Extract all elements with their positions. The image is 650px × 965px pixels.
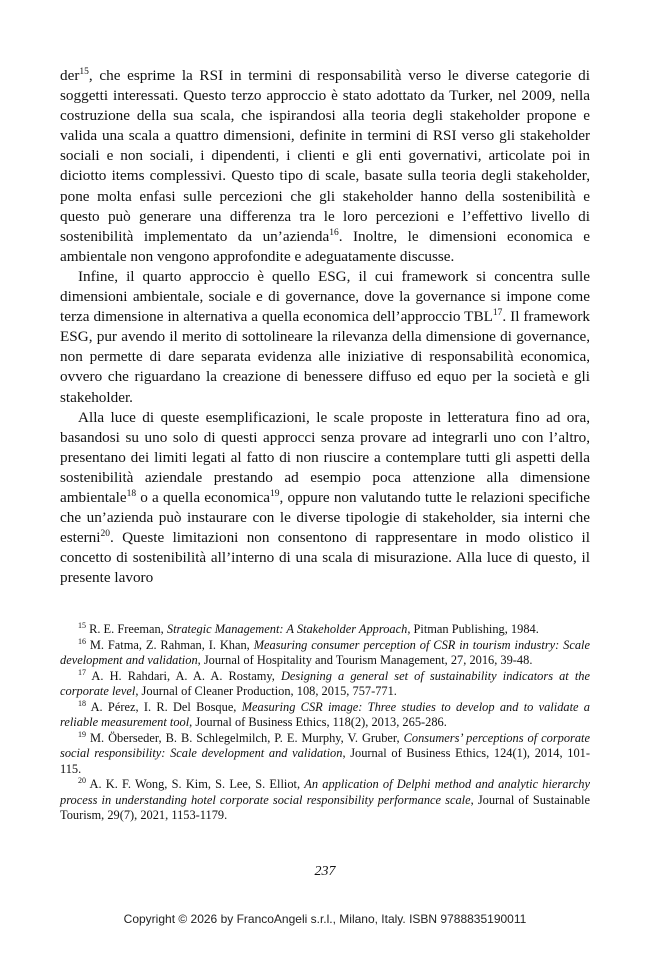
footnote-text [60, 731, 590, 776]
text-run: . Inoltre, le dimensioni economica e ambientale non vengono approfondite e adeguatamente discusse. [60, 227, 590, 265]
text-run: R. E. Freeman, [86, 622, 167, 636]
paragraph-3 [60, 408, 590, 589]
footnote-marker: 20 [100, 529, 110, 540]
footnote-19 [60, 731, 590, 777]
text-run: , Journal of Business Ethics, 118(2), 2013, 265-286. [189, 715, 447, 730]
text-run: Infine, il quarto approccio è quello ESG, il cui framework si concentra sulle dimensioni ambientale, sociale e di governance, dove la governance si impone come terza dimensione in alternativa a quella economica dell’approccio TBL [60, 267, 590, 326]
footnote-marker: 17 [492, 308, 503, 319]
footnote-marker: 16 [329, 227, 339, 238]
copyright-notice: Copyright © 2026 by FrancoAngeli s.r.l., Milano, Italy. ISBN 9788835190011 [123, 912, 527, 926]
text-run: , Journal of Cleaner Production, 108, 2015, 757-771. [135, 684, 397, 699]
footnote-16 [60, 638, 590, 669]
footnote-text [86, 622, 539, 636]
italic-title: Measuring consumer perception of CSR in tourism industry: Scale development and validation [60, 637, 590, 668]
text-run: , Journal of Sustainable Tourism, 29(7), 2021, 1153-1179. [60, 792, 590, 823]
footnote-15 [60, 622, 590, 637]
footnote-number: 17 [78, 667, 86, 677]
italic-title: Consumers’ perceptions of corporate social responsibility: Scale development and validation [60, 731, 590, 761]
footnote-number: 19 [78, 729, 86, 739]
text-run: A. Pérez, I. R. Del Bosque, [86, 699, 242, 714]
footnote-20 [60, 777, 590, 823]
footnotes [60, 622, 590, 824]
footnote-text [60, 638, 590, 667]
footnote-17 [60, 669, 590, 700]
footnote-number: 15 [78, 620, 86, 630]
text-run: . Queste limitazioni non consentono di rappresentare in modo olistico il concetto di sostenibilità all’interno di una scala di misurazione. Alla luce di questo, il presente lavoro [60, 529, 590, 587]
footnote-18 [60, 700, 590, 731]
footnote-text [60, 700, 590, 729]
text-run: , che esprime la RSI in termini di responsabilità verso le diverse categorie di soggetti interessati. Questo terzo approccio è stato adottato da Turker, nel 2009, nella costruzione della sua scala, che ispirandosi alla teoria degli stakeholder propone e valida una scala a quattro dimensioni, definite in termini di RSI verso gli stakeholder sociali e non sociali, i dipendenti, i clienti e gli enti governativi, articolate poi in diciotto items complessivi. Questo tipo di scale, basate sulla teoria degli stakeholder, pone molta enfasi sulle percezioni che gli stakeholder hanno della sostenibilità e questo può generare una differenza tra le loro percezioni e l’effettivo livello di sostenibilità implementato da un’azienda [60, 67, 590, 245]
text-run: , oppure non valutando tutte le relazioni specifiche che un’azienda può instaurare con le diverse tipologie di stakeholder, sia interni che esterni [60, 488, 590, 547]
footnote-marker: 15 [79, 66, 89, 77]
footnote-number: 16 [78, 636, 86, 646]
footnote-number: 20 [78, 776, 86, 786]
italic-title: Measuring CSR image: Three studies to develop and to validate a reliable measurement tool [60, 699, 591, 730]
footnote-text [60, 669, 590, 698]
text-run: A. K. F. Wong, S. Kim, S. Lee, S. Elliot, [86, 777, 305, 792]
text-run: A. H. Rahdari, A. A. A. Rostamy, [86, 668, 281, 683]
text-run: . Il framework ESG, pur avendo il merito di sottolineare la rilevanza della dimensione di governance, non permette di dare separata evidenza alle iniziative di responsabilità economica, ovvero che riguardano la creazione di benessere diffuso ed equo per la società e gli stakeholder. [60, 308, 590, 406]
italic-title: An application of Delphi method and analytic hierarchy process in understanding hotel corporate social responsibility performance scale [60, 777, 591, 807]
footnote-text [60, 777, 590, 822]
text-run: M. Fatma, Z. Rahman, I. Khan, [86, 637, 254, 652]
footnote-number: 18 [78, 698, 86, 708]
text-run: , Journal of Business Ethics, 124(1), 2014, 101-115. [60, 746, 590, 776]
footnote-marker: 18 [126, 488, 137, 499]
text-run: M. Öberseder, B. B. Schlegelmilch, P. E. Murphy, V. Gruber, [86, 731, 404, 746]
paragraph-2 [60, 267, 590, 408]
footnote-marker: 19 [270, 488, 280, 499]
italic-title: Designing a general set of sustainability indicators at the corporate level [60, 668, 590, 699]
text-run: , Journal of Hospitality and Tourism Management, 27, 2016, 39-48. [197, 653, 533, 668]
main-text [60, 66, 590, 588]
page-body [60, 66, 590, 588]
italic-title: Strategic Management: A Stakeholder Approach [166, 622, 408, 636]
page-number: 237 [314, 864, 336, 879]
text-run: der [60, 67, 80, 84]
paragraph-1 [60, 66, 590, 267]
text-run: Alla luce di queste esemplificazioni, le scale proposte in letteratura fino ad ora, basandosi su uno solo di questi approcci senza provare ad integrarli uno con l’altro, presentano dei limiti legati al fatto di non riuscire a contemplare tutti gli aspetti della sostenibilità aziendale prestando ad esempio poca attenzione alla dimensione ambientale [60, 408, 590, 506]
text-run: o a quella economica [136, 488, 271, 506]
text-run: , Pitman Publishing, 1984. [407, 622, 539, 636]
